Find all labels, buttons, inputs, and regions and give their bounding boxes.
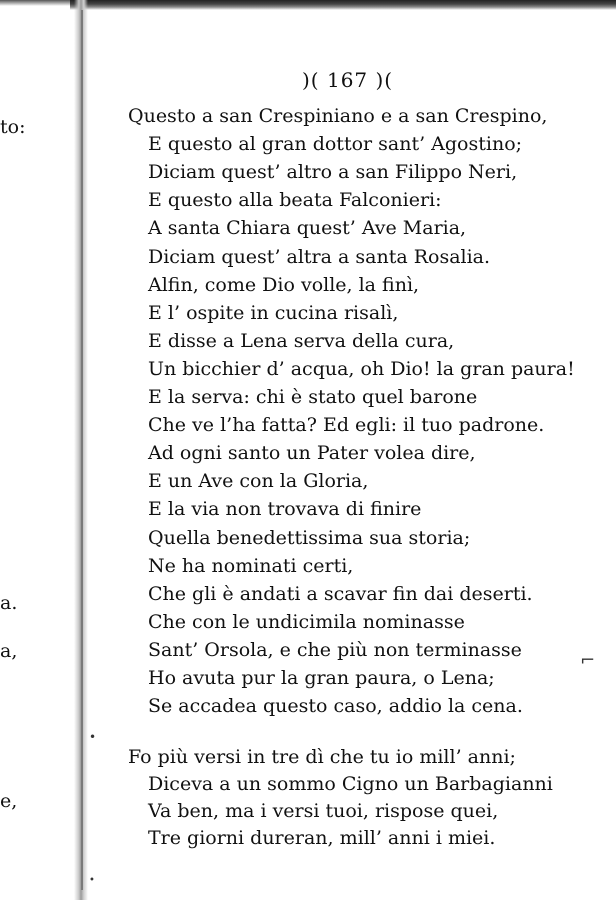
verse-line: E l’ ospite in cucina risalì,: [148, 301, 399, 324]
ink-dot: •: [89, 875, 95, 886]
verse-line: Se accadea questo caso, addio la cena.: [148, 695, 523, 718]
verse-line: Che gli è andati a scavar fin dai deserti.: [148, 582, 533, 605]
page-top-shadow: [70, 0, 616, 10]
verse-line: Questo a san Crespiniano e a san Crespino,: [128, 105, 548, 127]
page-top-shadow-left: [0, 0, 80, 6]
verse-line: Ne ha nominati certi,: [148, 554, 354, 577]
verse-line: Fo più versi in tre dì che tu io mill’ anni;: [128, 746, 516, 768]
verse-line: Che con le undicimila nominasse: [148, 610, 465, 633]
left-page-fragment: to:: [0, 116, 26, 138]
verse-line: Ad ogni santo un Pater volea dire,: [148, 442, 476, 465]
verse-line: E un Ave con la Gloria,: [148, 470, 369, 493]
verse-line: E la serva: chi è stato quel barone: [148, 386, 478, 408]
left-page-fragment: a,: [0, 640, 18, 662]
left-page-fragment: a.: [0, 592, 18, 614]
verse-line: Ho avuta pur la gran paura, o Lena;: [148, 667, 495, 689]
verse-line: Tre giorni dureran, mill’ anni i miei.: [148, 827, 496, 849]
verse-line: Sant’ Orsola, e che più non terminasse: [148, 638, 522, 661]
verse-line: Diciam quest’ altra a santa Rosalia.: [148, 245, 491, 268]
verse-line: E la via non trovava di finire: [148, 498, 422, 521]
verse-line: E questo al gran dottor sant’ Agostino;: [148, 133, 523, 156]
ink-dot: •: [89, 730, 97, 744]
verse-line: Diceva a un sommo Cigno un Barbagianni: [148, 773, 553, 795]
margin-mark: ⌐: [580, 650, 596, 671]
verse-line: Un bicchier d’ acqua, oh Dio! la gran paura!: [148, 357, 575, 380]
verse-line: Alfin, come Dio volle, la finì,: [148, 273, 420, 296]
verse-line: Va ben, ma i versi tuoi, rispose quei,: [148, 800, 499, 822]
left-page-fragment: e,: [0, 790, 18, 812]
verse-line: Quella benedettissima sua storia;: [148, 526, 471, 549]
verse-line: E disse a Lena serva della cura,: [148, 329, 455, 352]
verse-line: Che ve l’ha fatta? Ed egli: il tuo padrone.: [148, 414, 545, 437]
verse-line: E questo alla beata Falconieri:: [148, 189, 442, 212]
page-number: )( 167 )(: [302, 68, 394, 92]
verse-line: A santa Chiara quest’ Ave Maria,: [148, 217, 467, 240]
verse-line: Diciam quest’ altro a san Filippo Neri,: [148, 161, 518, 184]
gutter-fold-line: [81, 10, 83, 890]
